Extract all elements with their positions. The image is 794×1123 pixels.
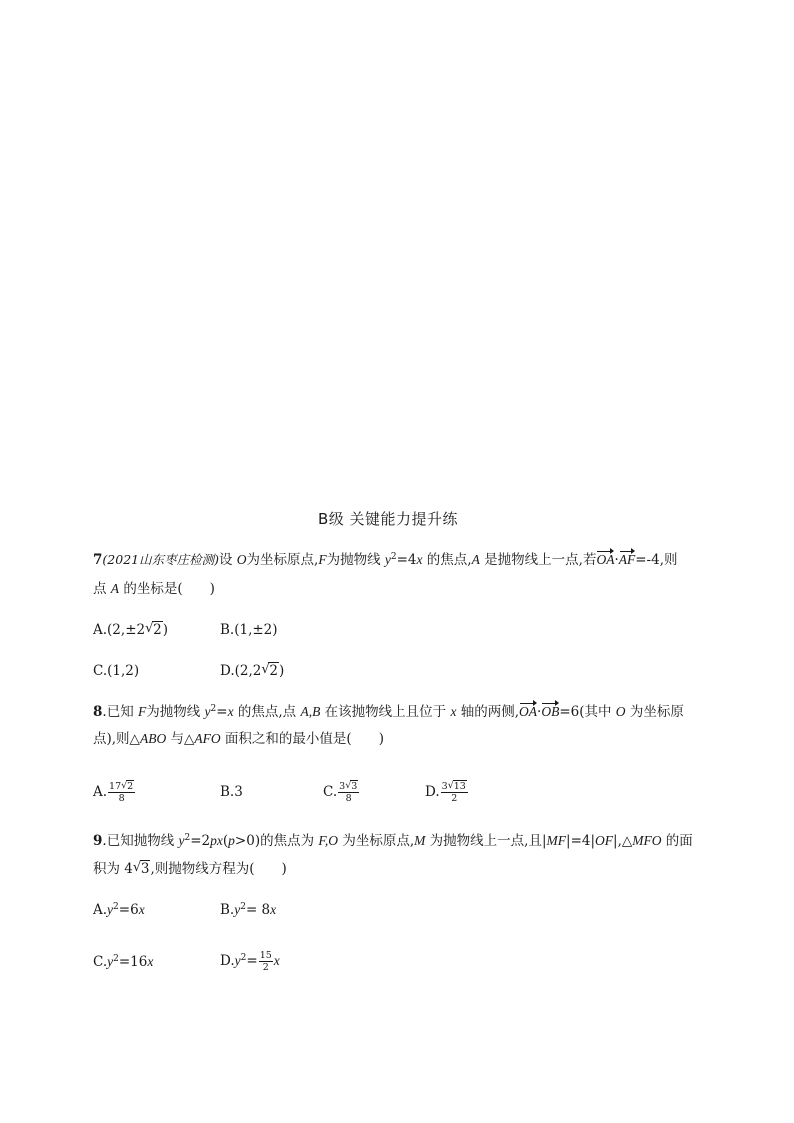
fraction [441, 781, 468, 804]
text: =4 [396, 552, 417, 568]
denominator: 8 [118, 793, 125, 804]
question-9-option-b [220, 900, 276, 920]
text: 为坐标原点, [338, 833, 415, 849]
question-number: 9 [93, 833, 103, 849]
text: |=4| [566, 833, 596, 849]
text: = 8 [245, 902, 271, 918]
question-7-option-c: C.(1,2) [93, 663, 140, 679]
numerator-coefficient: 3 [339, 781, 346, 792]
radicand: 2 [153, 622, 162, 638]
text: 为坐标原点, [246, 552, 319, 568]
exponent: 2 [113, 954, 119, 964]
text: 为抛物线 [146, 704, 205, 720]
math-var: ABO [139, 731, 167, 746]
math-var: F,O [318, 833, 339, 848]
option-label: C. [93, 954, 108, 970]
text: ,则抛物线方程为( ) [150, 861, 287, 877]
math-var: y [204, 704, 211, 719]
option-label: D. [425, 784, 440, 800]
question-7-option-d [220, 661, 284, 681]
dot-operator: · [614, 552, 619, 568]
text: 设 [218, 552, 237, 568]
math-var: x [227, 704, 234, 719]
math-var: x [270, 902, 277, 917]
question-7-option-a [93, 620, 168, 640]
question-7-option-b: B.(1,±2) [220, 622, 278, 638]
math-var: x [450, 704, 457, 719]
text: >0)的焦点为 [234, 833, 319, 849]
text: 的焦点, [422, 552, 472, 568]
math-var: y [384, 552, 391, 567]
math-var: A [471, 552, 480, 567]
sqrt: √ 3 [345, 780, 358, 792]
question-9-option-d [220, 949, 280, 973]
option-label: D. [220, 953, 235, 969]
text: ( [222, 833, 229, 849]
math-var: M [414, 833, 426, 848]
text: ) [162, 622, 168, 638]
math-var: MF [546, 833, 567, 848]
math-var: x [273, 953, 280, 968]
math-var: y [234, 953, 241, 968]
numerator-coefficient: 3 [441, 781, 448, 792]
text: 点 [93, 581, 111, 597]
text: 积为 4 [93, 861, 133, 877]
text: 轴的两侧, [456, 704, 520, 720]
denominator: 8 [345, 793, 352, 804]
math-var: O [615, 704, 626, 719]
math-var: A [110, 581, 120, 596]
math-var: y [178, 833, 185, 848]
text: =6 [118, 902, 139, 918]
exponent: 2 [113, 902, 119, 912]
text: = [216, 704, 228, 720]
text: 是抛物线上一点,若 [479, 552, 597, 568]
text: 点),则△ [93, 731, 140, 747]
radicand: 2 [127, 781, 134, 792]
option-label: B. [220, 902, 235, 918]
vector: OA [519, 702, 537, 722]
sqrt: √ 2 [145, 621, 162, 638]
question-7-line-2 [93, 579, 215, 599]
vector: OA [596, 550, 614, 570]
text: 为坐标原 [625, 704, 684, 720]
denominator: 2 [262, 962, 269, 973]
question-8-option-c [323, 781, 360, 804]
text: 的面 [661, 833, 693, 849]
exponent: 2 [390, 552, 397, 562]
exponent: 2 [210, 704, 217, 714]
radicand: 3 [351, 781, 358, 792]
option-label: C. [323, 784, 338, 800]
text: = [246, 953, 258, 969]
sqrt: √ 3 [132, 860, 150, 877]
vector: OB [541, 702, 559, 722]
text: 面积之和的最小值是( ) [220, 731, 384, 747]
math-var: A,B [300, 704, 321, 719]
text: D.(2,2 [220, 663, 262, 679]
math-var: x [138, 902, 145, 917]
text: =16 [118, 954, 148, 970]
text: 为抛物线 [326, 552, 385, 568]
question-9-line-2 [93, 859, 287, 879]
text: 为抛物线上一点,且| [425, 833, 547, 849]
text: 与△ [166, 731, 195, 747]
option-label: A. [93, 902, 108, 918]
math-var: F [138, 704, 147, 719]
text: =6(其中 [559, 704, 616, 720]
text: 的焦点,点 [233, 704, 301, 720]
text: |,△ [613, 833, 633, 849]
question-8-option-d [425, 781, 469, 804]
question-source: (2021山东枣庄检测) [102, 552, 219, 567]
fraction [108, 781, 135, 804]
vector: AF [619, 550, 636, 570]
text: A.(2,±2 [93, 622, 146, 638]
question-9-option-a [93, 900, 145, 920]
sqrt: √ 2 [121, 780, 134, 792]
text: 在该抛物线上且位于 [320, 704, 451, 720]
exponent: 2 [184, 833, 191, 843]
math-var: MFO [632, 833, 662, 848]
numerator: 15 [259, 950, 272, 961]
radicand: 3 [140, 861, 150, 877]
math-var: x [147, 954, 154, 969]
sqrt: √ 2 [261, 662, 278, 679]
text: =2 [190, 833, 211, 849]
question-8-option-b: B.3 [220, 784, 243, 800]
question-9-option-c [93, 952, 153, 972]
math-var: F [318, 552, 327, 567]
question-9-line-1 [93, 831, 693, 851]
fraction [338, 781, 359, 804]
text: .已知 [102, 704, 138, 720]
radicand: 2 [269, 663, 278, 679]
numerator-coefficient: 17 [109, 781, 122, 792]
question-number: 7 [93, 552, 103, 568]
question-8-line-1 [93, 702, 684, 722]
question-7-line-1 [93, 550, 678, 570]
section-title: B级 关键能力提升练 [318, 510, 459, 528]
fraction [259, 950, 273, 973]
sqrt: √ 13 [447, 780, 466, 792]
text: =-4,则 [635, 552, 678, 568]
exponent: 2 [240, 953, 247, 963]
math-var: OF [595, 833, 614, 848]
math-var: O [236, 552, 247, 567]
math-var: y [107, 954, 114, 969]
question-8-option-a [93, 781, 136, 804]
math-var: px [210, 833, 223, 848]
option-label: A. [93, 784, 108, 800]
math-var: y [234, 902, 241, 917]
question-8-line-2 [93, 729, 384, 749]
text: ) [278, 663, 285, 679]
question-number: 8 [93, 704, 103, 720]
math-var: y [107, 902, 114, 917]
exponent: 2 [240, 902, 246, 912]
radicand: 13 [453, 781, 466, 792]
math-var: AFO [194, 731, 221, 746]
text: .已知抛物线 [102, 833, 179, 849]
text: 的坐标是( ) [119, 581, 215, 597]
math-var: p [228, 833, 235, 848]
math-var: x [416, 552, 423, 567]
denominator: 2 [451, 793, 458, 804]
dot-operator: · [537, 704, 542, 720]
